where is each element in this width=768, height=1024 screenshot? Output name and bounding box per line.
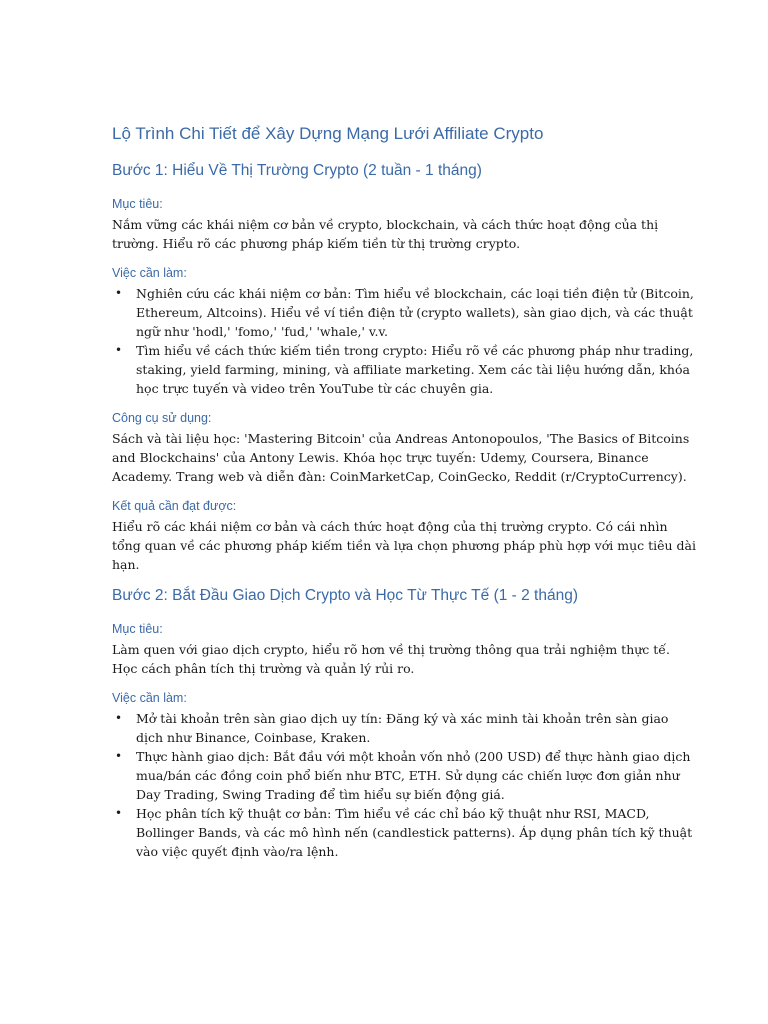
step1-section — [112, 162, 698, 574]
bullet-icon: • — [115, 286, 123, 300]
step1-tools-label: Công cụ sử dụng: — [112, 411, 212, 425]
step1-result-label: Kết quả cần đạt được: — [112, 499, 237, 513]
step1-todo-label: Việc cần làm: — [112, 266, 187, 280]
step1-goal-label: Mục tiêu: — [112, 197, 163, 211]
bullet-icon: • — [115, 806, 123, 820]
list-item — [112, 747, 698, 804]
step2-todo-label: Việc cần làm: — [112, 691, 187, 705]
list-item-text: Tìm hiểu về cách thức kiếm tiền trong crypto: Hiểu rõ về các phương pháp như trading, staking, yield farming, mining, và affiliate marketing. Xem các tài liệu hướng dẫn, khóa học trực tuyến và video trên YouTube từ các chuyên gia. — [136, 343, 694, 396]
list-item-text: Thực hành giao dịch: Bắt đầu với một khoản vốn nhỏ (200 USD) để thực hành giao dịch mua/bán các đồng coin phổ biến như BTC, ETH. Sử dụng các chiến lược đơn giản như Day Trading, Swing Trading để tìm hiểu sự biến động giá. — [136, 749, 691, 802]
bullet-icon: • — [115, 711, 123, 725]
step2-heading: Bước 2: Bắt Đầu Giao Dịch Crypto và Học Từ Thực Tế (1 - 2 tháng) — [112, 587, 579, 604]
step1-tools-text: Sách và tài liệu học: 'Mastering Bitcoin' của Andreas Antonopoulos, 'The Basics of Bitcoins and Blockchains' của Antony Lewis. Khóa học trực tuyến: Udemy, Coursera, Binance Academy. Trang web và diễn đàn: CoinMarketCap, CoinGecko, Reddit (r/CryptoCurrency). — [112, 431, 690, 484]
list-item — [112, 709, 698, 747]
list-item-text: Nghiên cứu các khái niệm cơ bản: Tìm hiểu về blockchain, các loại tiền điện tử (Bitcoin, Ethereum, Altcoins). Hiểu về ví tiền điện tử (crypto wallets), sàn giao dịch, và các thuật ngữ như 'hodl,' 'fomo,' 'fud,' 'whale,' v.v. — [136, 286, 694, 339]
step2-todo-list — [112, 709, 698, 861]
list-item — [112, 341, 698, 398]
step2-section — [112, 587, 698, 861]
bullet-icon: • — [115, 749, 123, 763]
document-title: Lộ Trình Chi Tiết để Xây Dựng Mạng Lưới Affiliate Crypto — [112, 124, 544, 143]
list-item — [112, 284, 698, 341]
step1-goal-text: Nắm vững các khái niệm cơ bản về crypto, blockchain, và cách thức hoạt động của thị trường. Hiểu rõ các phương pháp kiếm tiền từ thị trường crypto. — [112, 217, 659, 251]
step2-goal-text: Làm quen với giao dịch crypto, hiểu rõ hơn về thị trường thông qua trải nghiệm thực tế. Học cách phân tích thị trường và quản lý rủi ro. — [112, 642, 670, 676]
list-item-text: Mở tài khoản trên sàn giao dịch uy tín: Đăng ký và xác minh tài khoản trên sàn giao dịch như Binance, Coinbase, Kraken. — [136, 711, 669, 745]
list-item-text: Học phân tích kỹ thuật cơ bản: Tìm hiểu về các chỉ báo kỹ thuật như RSI, MACD, Bollinger Bands, và các mô hình nến (candlestick patterns). Áp dụng phân tích kỹ thuật vào việc quyết định vào/ra lệnh. — [136, 806, 693, 859]
list-item — [112, 804, 698, 861]
step1-result-text: Hiểu rõ các khái niệm cơ bản và cách thức hoạt động của thị trường crypto. Có cái nhìn tổng quan về các phương pháp kiếm tiền và lựa chọn phương pháp phù hợp với mục tiêu dài hạn. — [112, 519, 696, 572]
step1-heading: Bước 1: Hiểu Về Thị Trường Crypto (2 tuần - 1 tháng) — [112, 162, 482, 179]
step1-todo-list — [112, 284, 698, 398]
bullet-icon: • — [115, 343, 123, 357]
step2-goal-label: Mục tiêu: — [112, 622, 163, 636]
